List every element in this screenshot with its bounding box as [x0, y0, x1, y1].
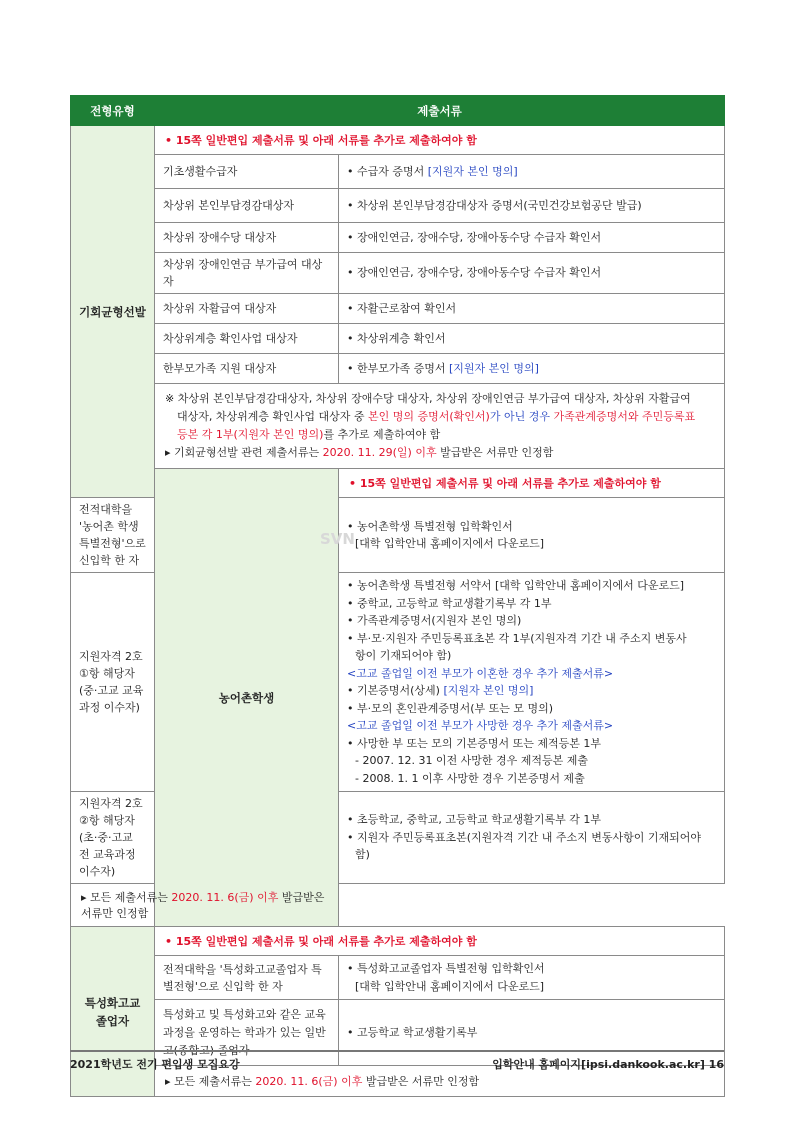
row-label: 전적대학을 '농어촌 학생 특별전형'으로 신입학 한 자 — [71, 498, 155, 573]
row-docs: • 특성화고교졸업자 특별전형 입학확인서 [대학 입학안내 홈페이지에서 다운로드] — [339, 956, 725, 1000]
table-row — [71, 884, 725, 927]
table-header-row — [71, 96, 725, 126]
row-docs: • 한부모가족 증명서 [지원자 본인 명의] — [339, 354, 725, 384]
section-date-note: ▸ 모든 제출서류는 2020. 11. 6(금) 이후 발급받은 서류만 인정함 — [71, 884, 339, 927]
row-label: 지원자격 2호 ②항 해당자 (초·중·고교 전 교육과정 이수자) — [71, 792, 155, 884]
footer-page-info: 입학안내 홈페이지[ipsi.dankook.ac.kr] 16 — [492, 1058, 724, 1071]
section-intro: • 15쪽 일반편입 제출서류 및 아래 서류를 추가로 제출하여야 함 — [155, 927, 725, 956]
row-label: 차상위 장애인연금 부가급여 대상자 — [155, 253, 339, 294]
row-docs: • 초등학교, 중학교, 고등학교 학교생활기록부 각 1부 • 지원자 주민등록표초본(지원자격 기간 내 주소지 변동사항이 기재되어야 함) — [339, 792, 725, 884]
header-docs: 제출서류 — [155, 96, 725, 126]
table-row — [71, 469, 725, 498]
row-label: 차상위 장애수당 대상자 — [155, 223, 339, 253]
section-date-note: ▸ 모든 제출서류는 2020. 11. 6(금) 이후 발급받은 서류만 인정함 — [155, 1066, 725, 1097]
row-label: 한부모가족 지원 대상자 — [155, 354, 339, 384]
table-row — [71, 354, 725, 384]
table-row — [71, 126, 725, 155]
row-docs: • 농어촌학생 특별전형 서약서 [대학 입학안내 홈페이지에서 다운로드] • 중학교, 고등학교 학교생활기록부 각 1부 • 가족관계증명서(지원자 본인 명의) • 부·모·지원자 주민등록표초본 각 1부(지원자격 기간 내 주소지 변동사 항이 기재되어야 함) <고교 졸업일 이전 부모가 이혼한 경우 추가 제출서류> • 기본증명서(상세) [지원자 본인 명의] • 부·모의 혼인관계증명서(부 또는 모 명의) <고교 졸업일 이전 부모가 사망한 경우 추가 제출서류> • 사망한 부 또는 모의 기본증명서 또는 제적등본 1부 - 2007. 12. 31 이전 사망한 경우 제적등본 제출 - 2008. 1. 1 이후 사망한 경우 기본증명서 제출 — [339, 573, 725, 792]
row-label: 차상위 자활급여 대상자 — [155, 294, 339, 324]
row-docs: • 자활근로참여 확인서 — [339, 294, 725, 324]
table-row — [71, 956, 725, 1000]
table-row — [71, 324, 725, 354]
requirements-table-container — [70, 95, 724, 1097]
category-rural: 농어촌학생 — [155, 469, 339, 927]
row-label: 기초생활수급자 — [155, 155, 339, 189]
page-footer — [70, 1050, 724, 1074]
row-docs: • 차상위 본인부담경감대상자 증명서(국민건강보험공단 발급) — [339, 189, 725, 223]
table-row — [71, 927, 725, 956]
row-docs: • 장애인연금, 장애수당, 장애아동수당 수급자 확인서 — [339, 223, 725, 253]
category-opportunity: 기회균형선발 — [71, 126, 155, 498]
requirements-table — [70, 95, 725, 1097]
category-specialized: 특성화고교 졸업자 — [71, 927, 155, 1097]
section-note: ※ 차상위 본인부담경감대상자, 차상위 장애수당 대상자, 차상위 장애인연금 부가급여 대상자, 차상위 자활급여 대상자, 차상위계층 확인사업 대상자 중 본인 명의 증명서(확인서)가 아닌 경우 가족관계증명서와 주민등록표 등본 각 1부(지원자 본인 명의)를 추가로 제출하여야 함 ▸ 기회균형선발 관련 제출서류는 2020. 11. 29(일) 이후 발급받은 서류만 인정함 — [155, 384, 725, 469]
table-row — [71, 294, 725, 324]
table-row — [71, 384, 725, 469]
row-label: 전적대학을 '특성화고교졸업자 특별전형'으로 신입학 한 자 — [155, 956, 339, 1000]
watermark: SVN — [320, 530, 355, 548]
header-type: 전형유형 — [71, 96, 155, 126]
table-row — [71, 155, 725, 189]
row-docs: • 농어촌학생 특별전형 입학확인서 [대학 입학안내 홈페이지에서 다운로드] — [339, 498, 725, 573]
row-docs: • 수급자 증명서 [지원자 본인 명의] — [339, 155, 725, 189]
row-label: 특성화고 및 특성화고와 같은 교육과정을 운영하는 학과가 있는 일반고(종합고) 졸업자 — [155, 1000, 339, 1066]
section-intro: • 15쪽 일반편입 제출서류 및 아래 서류를 추가로 제출하여야 함 — [339, 469, 725, 498]
row-label: 차상위계층 확인사업 대상자 — [155, 324, 339, 354]
row-docs: • 차상위계층 확인서 — [339, 324, 725, 354]
table-row — [71, 223, 725, 253]
row-label: 차상위 본인부담경감대상자 — [155, 189, 339, 223]
row-docs: • 장애인연금, 장애수당, 장애아동수당 수급자 확인서 — [339, 253, 725, 294]
table-row — [71, 189, 725, 223]
footer-title: 2021학년도 전기 편입생 모집요강 — [70, 1058, 240, 1071]
row-label: 지원자격 2호 ①항 해당자 (중·고교 교육과정 이수자) — [71, 573, 155, 792]
row-docs: • 고등학교 학교생활기록부 — [339, 1000, 725, 1066]
section-intro: • 15쪽 일반편입 제출서류 및 아래 서류를 추가로 제출하여야 함 — [155, 126, 725, 155]
table-row — [71, 253, 725, 294]
